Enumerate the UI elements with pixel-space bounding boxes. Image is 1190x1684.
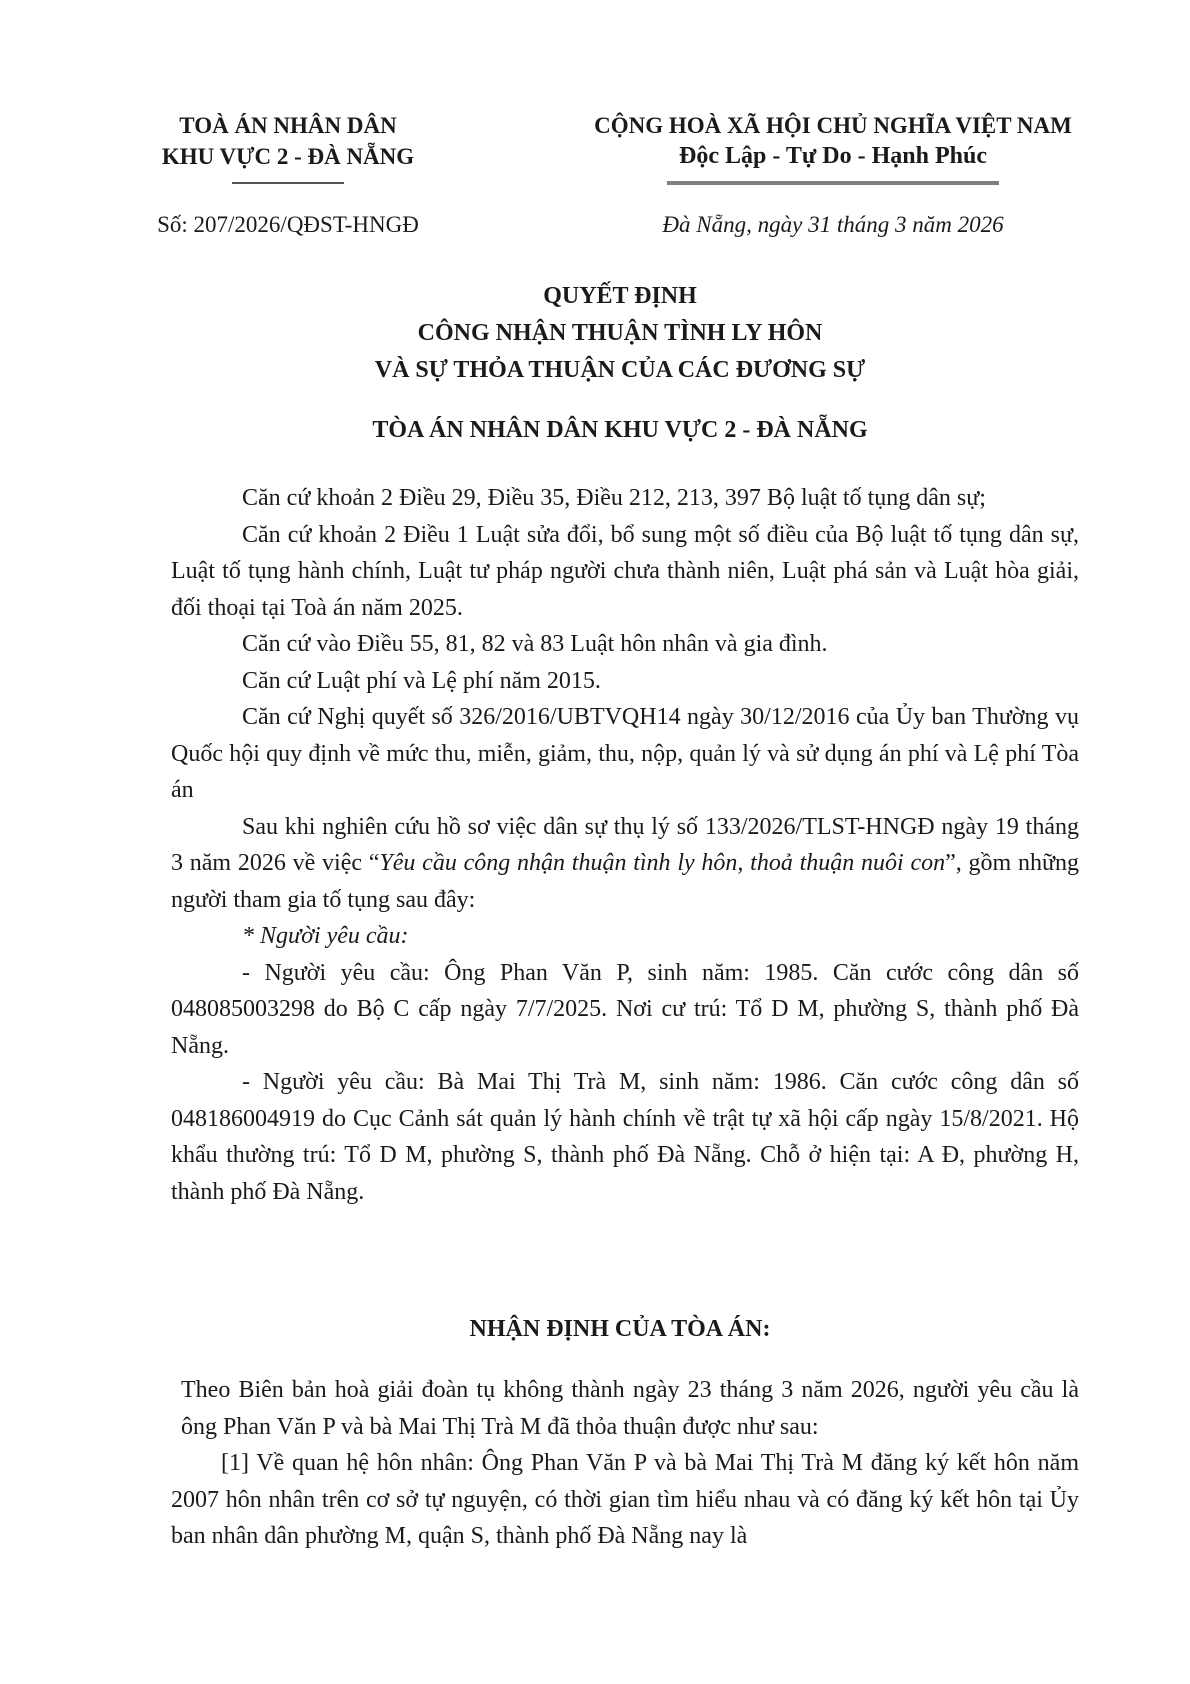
title-line1: QUYẾT ĐỊNH bbox=[543, 283, 697, 309]
national-motto: Độc Lập - Tự Do - Hạnh Phúc bbox=[678, 143, 987, 169]
decision-body bbox=[171, 480, 1079, 1210]
section-heading: NHẬN ĐỊNH CỦA TÒA ÁN: bbox=[469, 1316, 771, 1342]
decision-title bbox=[170, 278, 1070, 389]
petitioner-paragraph: - Người yêu cầu: Bà Mai Thị Trà M, sinh năm: 1986. Căn cước công dân số 048186004919 do Cục Cảnh sát quản lý hành chính về trật tự xã hội cấp ngày 15/8/2021. Hộ khẩu thường trú: Tổ D M, phường S, thành phố Đà Nẵng. Chỗ ở hiện tại: A Đ, phường H, thành phố Đà Nẵng. bbox=[171, 1069, 1079, 1205]
legal-basis-paragraph: Căn cứ Luật phí và Lệ phí năm 2015. bbox=[242, 667, 601, 694]
petitioners-heading: * Người yêu cầu: bbox=[242, 923, 409, 949]
case-subject: Yêu cầu công nhận thuận tình ly hôn, thoả thuận nuôi con bbox=[379, 850, 946, 876]
court-findings bbox=[171, 1372, 1079, 1555]
case-text-after: ”, gồm những người tham gia tố tụng sau đây: bbox=[171, 850, 1079, 913]
legal-basis-paragraph: Căn cứ vào Điều 55, 81, 82 và 83 Luật hôn nhân và gia đình. bbox=[242, 631, 828, 657]
document-date: Đà Nẵng, ngày 31 tháng 3 năm 2026 bbox=[662, 212, 1004, 237]
national-name: CỘNG HOÀ XÃ HỘI CHỦ NGHĨA VIỆT NAM bbox=[594, 113, 1072, 138]
legal-basis-paragraph: Căn cứ khoản 2 Điều 1 Luật sửa đổi, bổ sung một số điều của Bộ luật tố tụng dân sự, Luật tố tụng hành chính, Luật tư pháp người chưa thành niên, Luật phá sản và Luật hòa giải, đối thoại tại Toà án năm 2025. bbox=[171, 521, 1079, 621]
legal-basis-paragraph: Căn cứ khoản 2 Điều 29, Điều 35, Điều 212, 213, 397 Bộ luật tố tụng dân sự; bbox=[242, 485, 986, 511]
findings-paragraph: [1] Về quan hệ hôn nhân: Ông Phan Văn P và bà Mai Thị Trà M đăng ký kết hôn năm 2007 hôn nhân trên cơ sở tự nguyện, có thời gian tìm hiểu nhau và có đăng ký kết hôn tại Ủy ban nhân dân phường M, quận S, thành phố Đà Nẵng nay là bbox=[171, 1450, 1079, 1549]
court-header bbox=[128, 110, 448, 184]
court-name-line2: KHU VỰC 2 - ĐÀ NẴNG bbox=[161, 144, 415, 169]
court-header-underline bbox=[232, 182, 344, 184]
issuing-court: TÒA ÁN NHÂN DÂN KHU VỰC 2 - ĐÀ NẴNG bbox=[372, 417, 868, 443]
title-line2: CÔNG NHẬN THUẬN TÌNH LY HÔN bbox=[417, 320, 823, 346]
national-header-underline bbox=[667, 181, 999, 185]
case-text-before: Sau khi nghiên cứu hồ sơ việc dân sự thụ lý số 133/2026/TLST-HNGĐ ngày 19 tháng 3 năm 2026 về việc “ bbox=[171, 813, 1079, 876]
court-name-line1: TOÀ ÁN NHÂN DÂN bbox=[179, 113, 397, 138]
title-line3: VÀ SỰ THỎA THUẬN CỦA CÁC ĐƯƠNG SỰ bbox=[374, 357, 866, 383]
case-paragraph bbox=[171, 809, 1079, 919]
petitioner-paragraph: - Người yêu cầu: Ông Phan Văn P, sinh năm: 1985. Căn cước công dân số 048085003298 do Bộ C cấp ngày 7/7/2025. Nơi cư trú: Tổ D M, phường S, thành phố Đà Nẵng. bbox=[171, 959, 1079, 1059]
national-header bbox=[568, 110, 1098, 185]
legal-basis-paragraph: Căn cứ Nghị quyết số 326/2016/UBTVQH14 ngày 30/12/2016 của Ủy ban Thường vụ Quốc hội quy định về mức thu, miễn, giảm, thu, nộp, quản lý và sử dụng án phí và Lệ phí Tòa án bbox=[171, 704, 1079, 803]
document-number: Số: 207/2026/QĐST-HNGĐ bbox=[157, 212, 419, 237]
findings-paragraph: Theo Biên bản hoà giải đoàn tụ không thành ngày 23 tháng 3 năm 2026, người yêu cầu là ông Phan Văn P và bà Mai Thị Trà M đã thỏa thuận được như sau: bbox=[181, 1377, 1079, 1440]
